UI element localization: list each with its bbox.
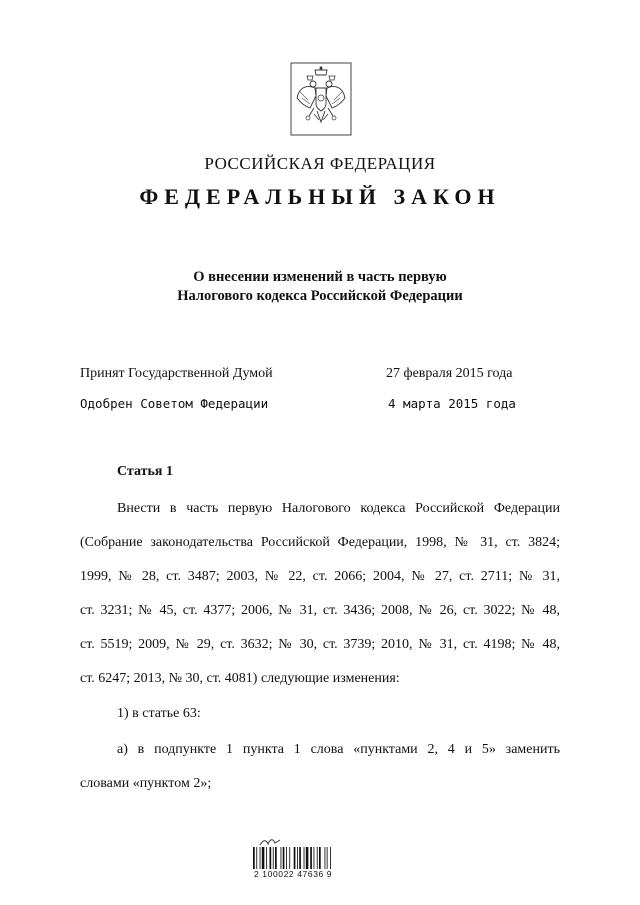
article-text-line: ст. 6247; 2013, № 30, ст. 4081) следующие изменения: xyxy=(80,671,400,686)
barcode-bar xyxy=(306,847,309,869)
barcode xyxy=(252,847,362,869)
barcode-bar xyxy=(262,847,265,869)
article-text-line: 1) в статье 63: xyxy=(117,706,201,721)
barcode-bar xyxy=(283,847,285,869)
barcode-bar xyxy=(256,847,257,869)
country-title: РОССИЙСКАЯ ФЕДЕРАЦИЯ xyxy=(204,154,436,173)
council-approval-label: Одобрен Советом Федерации xyxy=(80,396,269,411)
barcode-bar xyxy=(294,847,296,869)
barcode-bar xyxy=(266,847,267,869)
barcode-bar xyxy=(325,847,326,869)
council-approval-date: 4 марта 2015 года xyxy=(388,396,516,411)
coat-of-arms-icon xyxy=(290,62,352,136)
article-text-line: (Собрание законодательства Российской Федерации, 1998, № 31, ст. 3824; xyxy=(80,535,560,550)
article-text-line: 1999, № 28, ст. 3487; 2003, № 22, ст. 2066; 2004, № 27, ст. 2711; № 31, xyxy=(80,569,560,584)
barcode-bar xyxy=(289,847,290,869)
article-text-line: ст. 3231; № 45, ст. 4377; 2006, № 31, ст. 3436; 2008, № 26, ст. 3022; № 48, xyxy=(80,603,560,618)
barcode-bar xyxy=(281,847,282,869)
barcode-bar xyxy=(260,847,261,869)
article-text-line: а) в подпункте 1 пункта 1 слова «пунктами 2, 4 и 5» заменить xyxy=(117,742,560,757)
article-text-line: Внести в часть первую Налогового кодекса Российской Федерации xyxy=(117,501,560,516)
barcode-bar xyxy=(310,847,312,869)
barcode-bar xyxy=(314,847,315,869)
barcode-bar xyxy=(304,847,305,869)
duma-adoption-date: 27 февраля 2015 года xyxy=(386,366,513,381)
barcode-bar xyxy=(330,847,331,869)
law-subject-line: О внесении изменений в часть первую xyxy=(193,269,447,285)
barcode-bar xyxy=(319,847,321,869)
barcode-bar xyxy=(327,847,328,869)
document-type-title: ФЕДЕРАЛЬНЫЙ ЗАКОН xyxy=(139,184,501,209)
barcode-bar xyxy=(299,847,301,869)
barcode-number: 2 100022 47636 9 xyxy=(254,869,333,879)
barcode-bar xyxy=(275,847,277,869)
duma-adoption-label: Принят Государственной Думой xyxy=(80,366,273,381)
barcode-bar xyxy=(286,847,287,869)
barcode-bar xyxy=(273,847,274,869)
barcode-bar xyxy=(317,847,318,869)
barcode-bar xyxy=(270,847,272,869)
law-subject xyxy=(0,268,640,306)
article-text-line: ст. 5519; 2009, № 29, ст. 3632; № 30, ст. 3739; 2010, № 31, ст. 4198; № 48, xyxy=(80,637,560,652)
barcode-bar xyxy=(297,847,298,869)
article-text-line: словами «пунктом 2»; xyxy=(80,776,212,791)
law-subject-line: Налогового кодекса Российской Федерации xyxy=(177,288,463,304)
barcode-bar xyxy=(253,847,255,869)
article-heading: Статья 1 xyxy=(117,464,173,479)
